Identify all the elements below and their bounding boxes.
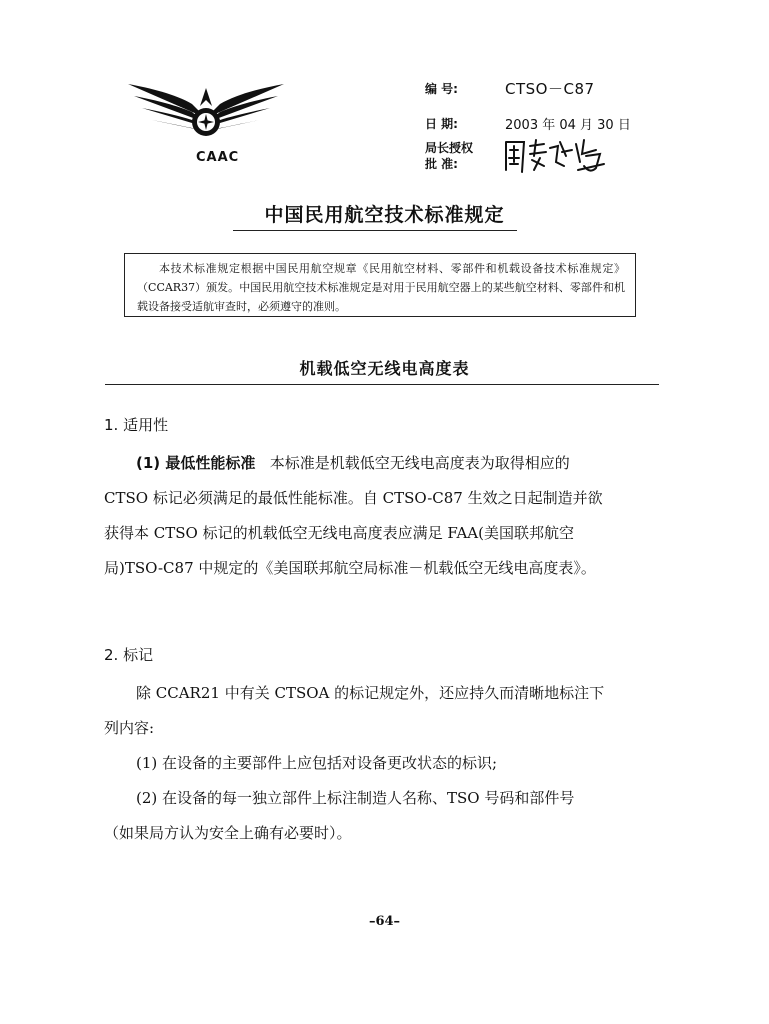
- page-number: –64–: [368, 914, 401, 929]
- section-2-line-2: 列内容:: [104, 719, 155, 737]
- section-1-heading: 1. 适用性: [104, 416, 169, 434]
- para1-line-1: 本标准是机载低空无线电高度表为取得相应的: [269, 454, 570, 472]
- section-2-line-1: 除 CCAR21 中有关 CTSOA 的标记规定外，还应持久而清晰地标注下: [136, 684, 605, 702]
- title-underline: [233, 230, 517, 231]
- handwritten-signature: [500, 132, 610, 178]
- section-2-paragraph: [104, 676, 644, 851]
- approval-label-line1: 局长授权: [425, 141, 474, 155]
- code-label: 编 号:: [425, 82, 458, 96]
- notice-box: 本技术标准规定根据中国民用航空规章《民用航空材料、零部件和机载设备技术标准规定》（CCAR37）颁发。中国民用航空技术标准规定是对用于民用航空器上的某些航空材料、零部件和机载设备接受适航审查时，必须遵守的准则。: [124, 253, 636, 317]
- min-performance-lead: (1) 最低性能标准: [136, 454, 256, 472]
- para1-line-3: 获得本 CTSO 标记的机载低空无线电高度表应满足 FAA(美国联邦航空: [104, 524, 574, 542]
- document-title: 中国民用航空技术标准规定: [264, 204, 505, 226]
- org-abbreviation: CAAC: [196, 150, 240, 165]
- section-2-line-5: （如果局方认为安全上确有必要时）。: [104, 824, 352, 842]
- regulation-subtitle: 机载低空无线电高度表: [299, 359, 470, 378]
- section-1-paragraph: [104, 446, 644, 586]
- approval-label-line2: 批 准:: [425, 157, 458, 171]
- para1-line-2: CTSO 标记必须满足的最低性能标准。自 CTSO-C87 生效之日起制造并欲: [104, 489, 603, 507]
- subtitle-divider: [105, 384, 659, 385]
- section-2-line-4: (2) 在设备的每一独立部件上标注制造人名称、TSO 号码和部件号: [136, 789, 575, 807]
- code-value: CTSO－C87: [505, 80, 595, 98]
- para1-line-4: 局)TSO-C87 中规定的《美国联邦航空局标准－机载低空无线电高度表》。: [104, 559, 596, 577]
- date-label: 日 期:: [425, 117, 458, 131]
- caac-logo: [120, 78, 292, 156]
- date-value: 2003 年 04 月 30 日: [505, 118, 631, 133]
- section-2-line-3: (1) 在设备的主要部件上应包括对设备更改状态的标识;: [136, 754, 498, 772]
- section-2-heading: 2. 标记: [104, 646, 154, 664]
